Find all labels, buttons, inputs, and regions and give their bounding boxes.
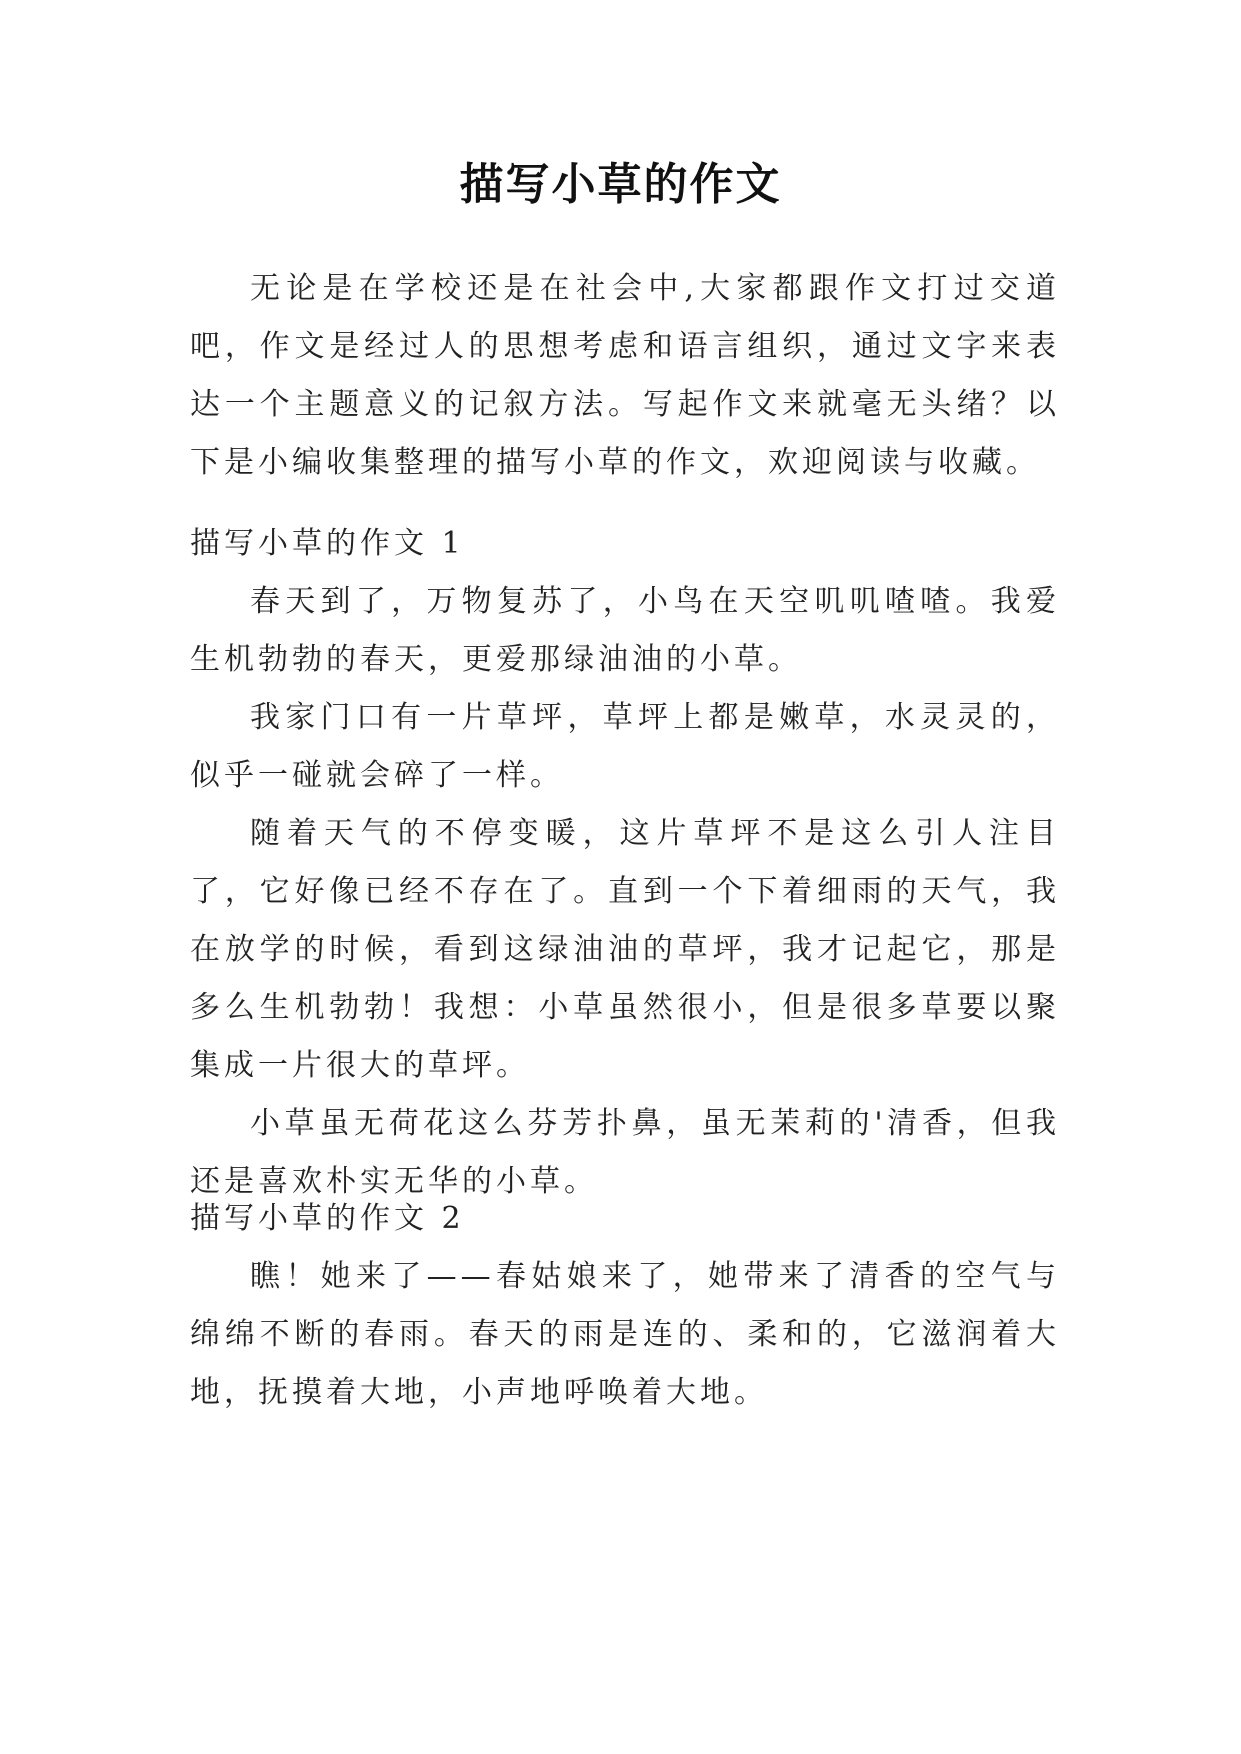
section-paragraph: 随着天气的不停变暖，这片草坪不是这么引人注目了，它好像已经不存在了。直到一个下着细雨的天气，我在放学的时候，看到这绿油油的草坪，我才记起它，那是多么生机勃勃！我想：小草虽然很小，但是很多草要以聚集成一片很大的草坪。 [190, 816, 1060, 1083]
section-paragraph: 瞧！她来了——春姑娘来了，她带来了清香的空气与绵绵不断的春雨。春天的雨是连的、柔和的，它滋润着大地，抚摸着大地，小声地呼唤着大地。 [190, 1259, 1060, 1410]
document-body [190, 260, 1060, 492]
section-heading: 描写小草的作文 1 [190, 526, 465, 561]
section-1 [190, 515, 1060, 1211]
intro-paragraph: 无论是在学校还是在社会中,大家都跟作文打过交道吧，作文是经过人的思想考虑和语言组织，通过文字来表达一个主题意义的记叙方法。写起作文来就毫无头绪？以下是小编收集整理的描写小草的作文，欢迎阅读与收藏。 [190, 271, 1060, 480]
section-paragraph: 小草虽无荷花这么芬芳扑鼻，虽无茉莉的'清香，但我还是喜欢朴实无华的小草。 [190, 1106, 1060, 1199]
document-title: 描写小草的作文 [459, 159, 782, 210]
section-paragraph: 我家门口有一片草坪，草坪上都是嫩草，水灵灵的，似乎一碰就会碎了一样。 [190, 700, 1060, 793]
section-paragraph: 春天到了，万物复苏了，小鸟在天空叽叽喳喳。我爱生机勃勃的春天，更爱那绿油油的小草。 [190, 584, 1060, 677]
section-heading: 描写小草的作文 2 [190, 1201, 465, 1236]
section-2 [190, 1190, 1060, 1422]
